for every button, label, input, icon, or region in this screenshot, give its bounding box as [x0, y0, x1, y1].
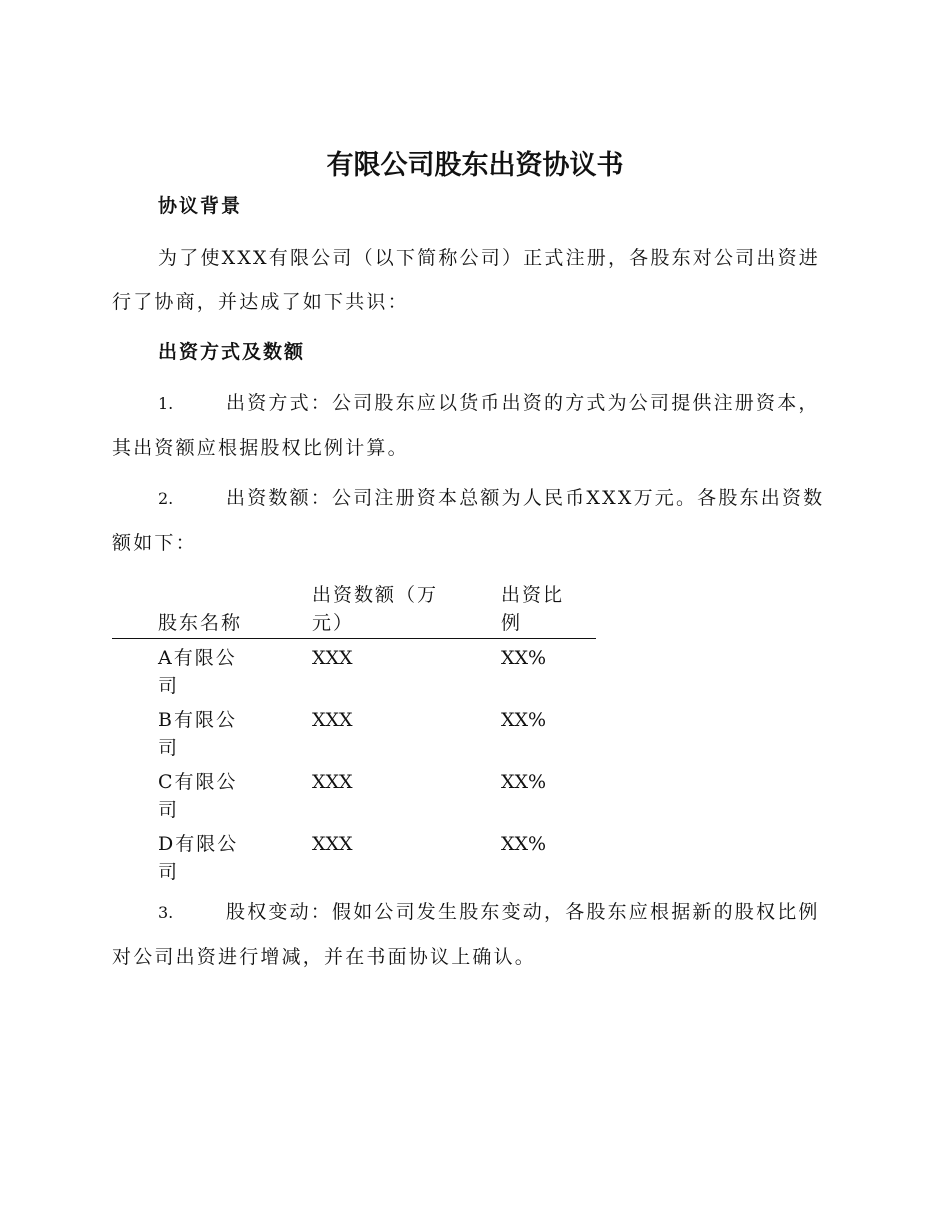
table-cell: XX%	[501, 771, 547, 793]
table-header-cell: 出资数额（万元）	[312, 584, 439, 634]
list-item	[112, 476, 832, 565]
table-cell: XX%	[501, 709, 547, 731]
table-cell: XXX	[312, 833, 353, 855]
table-header-cell: 出资比例	[501, 584, 565, 634]
table-row	[112, 763, 596, 825]
list-item-number: 2.	[158, 489, 174, 508]
table-row	[112, 639, 596, 701]
table-cell: XXX	[312, 771, 353, 793]
list-item-text: 股权变动：假如公司发生股东变动，各股东应根据新的股权比例对公司出资进行增减，并在书面协议上确认。	[112, 901, 820, 968]
table-row	[112, 825, 596, 887]
document-title: 有限公司股东出资协议书	[326, 150, 624, 181]
section-heading-contribution: 出资方式及数额	[158, 341, 306, 363]
table-cell: B有限公司	[158, 709, 237, 759]
contribution-table	[112, 578, 596, 887]
table-cell: XX%	[501, 647, 547, 669]
list-item-text: 出资方式：公司股东应以货币出资的方式为公司提供注册资本，其出资额应根据股权比例计算。	[112, 392, 820, 459]
table-cell: A有限公司	[158, 647, 237, 697]
list-item	[112, 381, 832, 470]
list-item-number: 3.	[158, 903, 174, 922]
list-item-number: 1.	[158, 394, 174, 413]
table-cell: XXX	[312, 647, 353, 669]
section-heading-background: 协议背景	[158, 195, 243, 217]
table-cell: XX%	[501, 833, 547, 855]
list-item-text: 出资数额：公司注册资本总额为人民币XXX万元。各股东出资数额如下：	[112, 487, 825, 554]
background-paragraph: 为了使XXX有限公司（以下简称公司）正式注册，各股东对公司出资进行了协商，并达成了如下共识：	[112, 247, 820, 313]
table-header-row	[112, 578, 596, 639]
table-header-cell: 股东名称	[158, 612, 243, 634]
table-row	[112, 701, 596, 763]
table-cell: XXX	[312, 709, 353, 731]
table-cell: C有限公司	[158, 771, 238, 821]
table-cell: D有限公司	[158, 833, 239, 883]
list-item	[112, 890, 832, 979]
